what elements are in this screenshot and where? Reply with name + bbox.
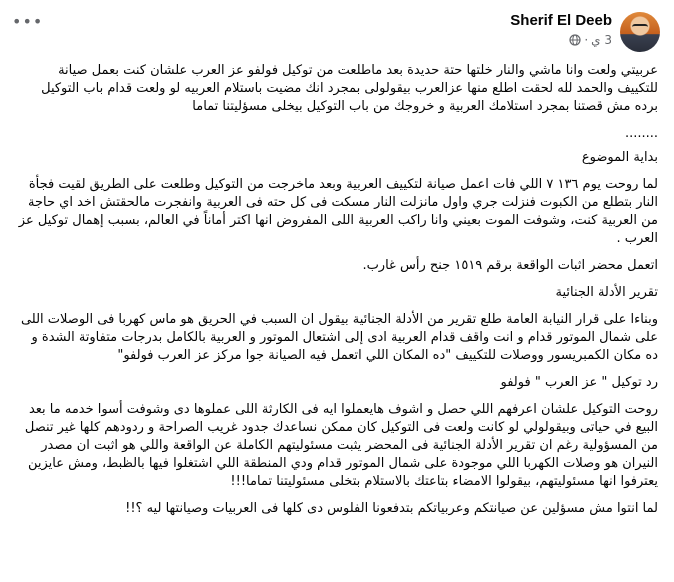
post-paragraph-report-number: اتعمل محضر اثبات الواقعة برقم ١٥١٩ جنح رأس غارب. bbox=[362, 258, 658, 273]
post-timestamp[interactable]: 3 ي bbox=[591, 33, 612, 47]
post-heading-forensic: تقرير الأدلة الجنائية bbox=[555, 285, 658, 300]
author-avatar[interactable] bbox=[620, 12, 660, 52]
post-heading-start: بداية الموضوع bbox=[581, 150, 658, 165]
author-name[interactable]: Sherif El Deeb bbox=[510, 12, 612, 29]
post-paragraph-dots: ........ bbox=[624, 126, 658, 141]
avatar-glasses-shape bbox=[632, 24, 648, 30]
post-heading-dealer-reply: رد توكيل " عز العرب " فولفو bbox=[500, 375, 658, 390]
globe-icon[interactable] bbox=[569, 34, 581, 46]
post-paragraph-incident: لما روحت يوم ١٣٦ ٧ اللي فات اعمل صيانة لتكييف العربية وبعد ماخرجت من التوكيل وطلعت على الطريق لقيت فجأة النار بتطلع من الكبوت فنزلت جري واول مانزلت النار مسكت فى كل حته فى العربية وانفجرت مالحقتش اخد اي حاجة من العربية كنت، وشوفت الموت بعيني وانا راكب العربية اللى المفروض انها اكتر أماناً في العالم، بسبب إهمال توكيل عز العرب . bbox=[18, 177, 658, 246]
more-options-icon[interactable]: ••• bbox=[12, 12, 44, 31]
post-body bbox=[16, 62, 658, 527]
post-paragraph-forensic: وبناءا على قرار النيابة العامة طلع تقرير من الأدلة الجنائية بيقول ان السبب في الحريق هو ماس كهربا فى الوصلات اللى على شمال الموتور قدام و انت واقف قدام العربية ادى إلى اشتعال الموتور و العربية بالكامل بدرجات متفاوتة الشدة و ده مكان الكمبريسور ووصلات للتكييف "ده المكان اللي اتعمل فيه الصيانة جوا مركز عز العرب فولفو" bbox=[20, 312, 658, 363]
post-meta bbox=[569, 33, 612, 47]
post-paragraph-dealer-reply: روحت التوكيل علشان اعرفهم اللي حصل و اشوف هايعملوا ايه فى الكارثة اللى عملوها دى وشوفت أسوا خدمه ما بعد البيع في حياتى وبيقولولي لو كانت ولعت فى التوكيل كان ممكن نساعدك جدود غريب الصراحة و ردودهم كلها غير تنصل من المسؤولية رغم ان تقرير الأدلة الجنائية فى المحضر يثبت مسئوليتهم الكاملة عن الواقعة واللي هو اثبت ان مصدر النيران هو وصلات الكهربا اللي موجودة على شمال الموتور قدام ودي المنطقة اللي اشتغلوا فيها بالظبط، ومش عايزين يعترفوا انها مسئوليتهم، بيقولوا الامضاء بتاعتك بالاستلام بتخلى مسئوليتنا تماما!!! bbox=[24, 402, 658, 489]
post-paragraph-closing: لما انتوا مش مسؤلين عن صيانتكم وعربياتكم بتدفعونا الفلوس دى كلها فى العربيات وصيانتها ليه ؟!! bbox=[125, 501, 658, 516]
post-header bbox=[0, 0, 674, 62]
meta-separator: · bbox=[584, 33, 589, 47]
post-paragraph-intro: عربيتي ولعت وانا ماشي والنار خلتها حتة حديدة بعد ماطلعت من توكيل فولفو عز العرب علشان كنت بعمل صيانة للتكييف والحمد لله لحقت اطلع منها عزالعرب بيقولولى بمجرد انك مضيت باستلام العربيه لو ولعت قدام باب التوكيل برده مش قصتنا بمجرد استلامك العربية و خروجك من باب التوكيل بيخلى مسؤليتنا تماما bbox=[41, 63, 658, 114]
